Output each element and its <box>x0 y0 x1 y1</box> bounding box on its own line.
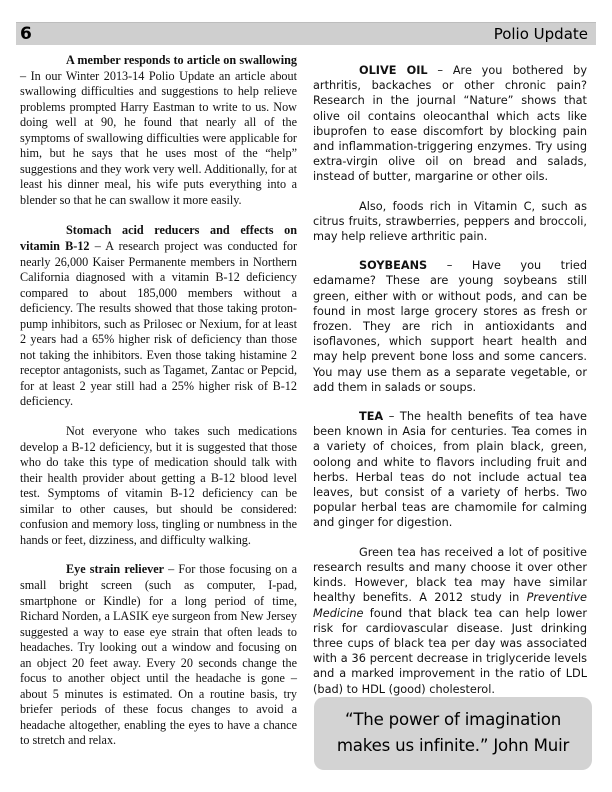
article-body: – For those focusing on a small bright screen (such as computer, I-pad, smartphone or Kindle) for a long period of time, Richard Norden, a LASIK eye surgeon from New Jersey suggested a way to ease eye strain that often leads to headaches. Try looking out a window and focusing on an object 20 feet away. Every 20 seconds change the focus to another object until the headache is gone – about 5 minutes is estimated. On a routine basis, try briefer periods of these focus changes to avoid a headache altogether, enabling the eyes to have a chance to stretch and relax. <box>20 562 297 748</box>
paragraph-text: Green tea has received a lot of positive research results and many choose it over other kinds. However, black tea may have similar healthy benefits. A 2012 study in <box>313 545 587 605</box>
article-tea <box>313 409 587 531</box>
article-heading: OLIVE OIL <box>359 64 428 77</box>
paragraph-green-tea <box>313 545 587 697</box>
article-body: – Have you tried edamame? These are young soybeans still green, either with or without pods, and can be found in most large grocery stores as fresh or frozen. They are rich in antioxidants and isoflavones, which support heart health and may help prevent bone loss and some cancers. You may use them as a separate vegetable, or add them in salads or soups. <box>313 259 587 394</box>
article-body: – A research project was conducted for nearly 26,000 Kaiser Permanente members in Northern California diagnosed with a vitamin B-12 deficiency compared to about 185,000 members without a deficiency. The results showed that those taking proton-pump inhibitors, such as Prilosec or Nexium, for at least 2 years had a 65% higher risk of deficiency than those not taking the inhibitors. Even those taking histamine 2 receptor antagonists, such as Tagamet, Zantac or Pepcid, for at least 2 year still had a 25% higher risk of B-12 deficiency. <box>20 239 297 409</box>
article-body: – Are you bothered by arthritis, backaches or other chronic pain? Research in the journal “Nature” shows that olive oil contains oleocanthal which acts like ibuprofen to ease discomfort by blocking pain and inflammation-triggering enzymes. Try using extra-virgin olive oil on bread and salads, instead of butter, margarine or other oils. <box>313 64 588 184</box>
journal-title: Preventive Medicine <box>313 591 587 620</box>
article-soybeans <box>313 258 587 395</box>
article-heading: A member responds to article on swallowing <box>66 53 297 67</box>
article-body: – In our Winter 2013-14 Polio Update an article about swallowing difficulties and suggestions to help relieve problems prompted Harry Eastman to write to us. Now doing well at 90, he found that nearly all of the symptoms of swallowing difficulties were applicable for him, but he says that he uses most of the “help” suggestions and they work very well. Additionally, for at least his dinner meal, his wife puts everything into a blender so that he can swallow it more easily. <box>20 68 297 207</box>
article-olive-oil <box>313 63 587 185</box>
article-body: – The health benefits of tea have been known in Asia for centuries. Tea comes in a variety of choices, from plain black, green, oolong and white to flavors including fruit and herbs. Herbal teas do not include actual tea leaves, but consist of a variety of herbs. Two popular herbal teas are chamomile for calming and ginger for digestion. <box>313 410 587 530</box>
article-heading: SOYBEANS <box>359 259 428 273</box>
quote-line: “The power of imagination <box>344 710 562 729</box>
right-column <box>313 63 587 712</box>
article-vitamin-b12 <box>20 223 297 410</box>
page-header <box>16 22 596 45</box>
article-heading: Stomach acid reducers and effects on vitamin B-12 <box>20 223 297 254</box>
left-column <box>20 53 297 764</box>
article-eye-strain <box>20 562 297 749</box>
paragraph-text: found that black tea can help lower risk for cardiovascular disease. Just drinking three cups of black tea per day was associated with a 36 percent decrease in triglyceride levels and a marked improvement in the ratio of LDL (bad) to HDL (good) cholesterol. <box>313 606 587 696</box>
publication-title: Polio Update <box>493 25 588 43</box>
paragraph-vitamin-c: Also, foods rich in Vitamin C, such as citrus fruits, strawberries, peppers and broccoli, may help relieve arthritic pain. <box>313 199 587 244</box>
quote-text <box>314 707 592 759</box>
article-swallowing <box>20 53 297 208</box>
quote-box <box>314 697 592 770</box>
article-heading: Eye strain reliever <box>66 562 165 577</box>
paragraph-medications: Not everyone who takes such medications develop a B-12 deficiency, but it is suggested that those who do take this type of medication should talk with their health provider about getting a B-12 blood level test. Symptoms of vitamin B-12 deficiency can be similar to other causes, but should be considered: confusion and memory loss, tingling or numbness in the hands or feet, dizziness, and difficulty walking. <box>20 424 297 547</box>
article-heading: TEA <box>359 410 384 424</box>
quote-line: makes us infinite.” John Muir <box>336 736 570 755</box>
page-number: 6 <box>20 24 32 44</box>
